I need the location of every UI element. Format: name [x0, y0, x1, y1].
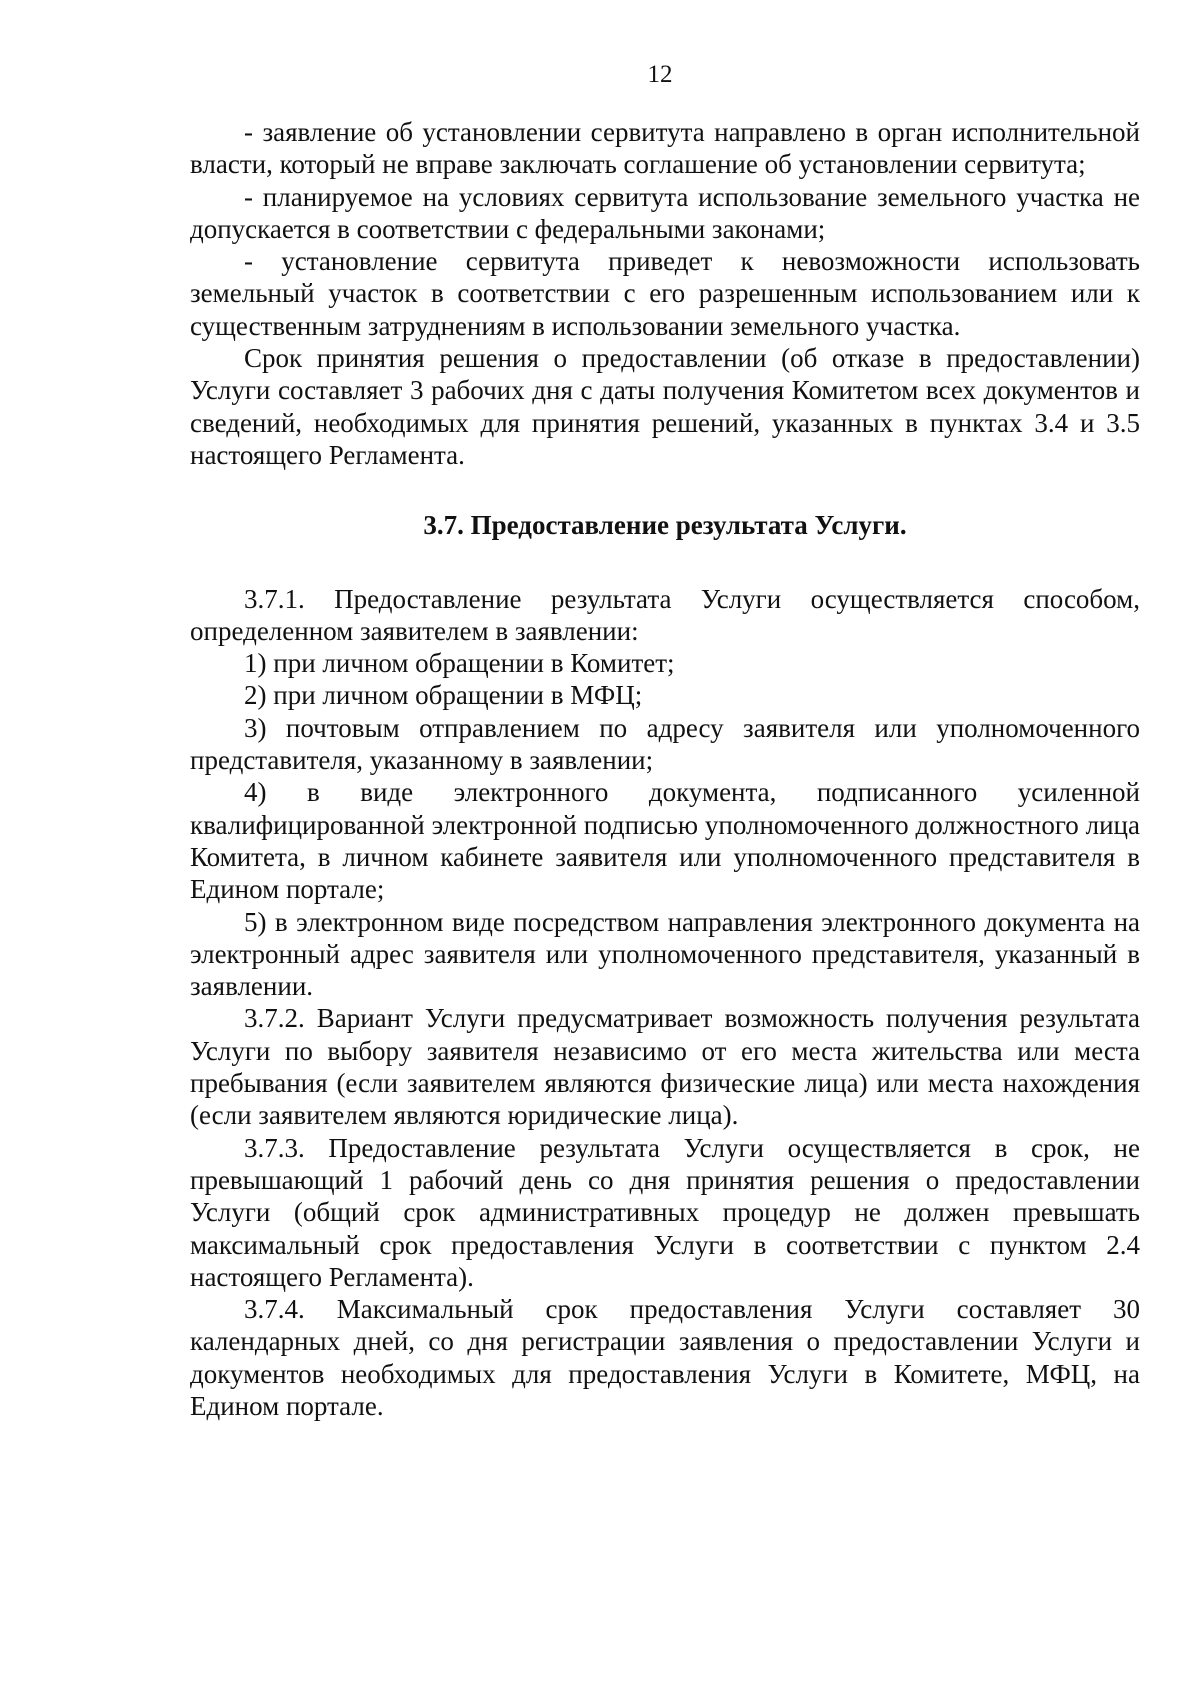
list-item-2: 2) при личном обращении в МФЦ;: [244, 680, 643, 711]
document-body: [190, 116, 1140, 1422]
paragraph-3-7-3: 3.7.3. Предоставление результата Услуги осуществляется в срок, не превышающий 1 рабочий день со дня принятия решения о предоставлении Услуги (общий срок административных процедур не должен превышать максимальный срок предоставления Услуги в соответствии с пунктом 2.4 настоящего Регламента).: [190, 1132, 1140, 1292]
paragraph-refusal-ground-1: - заявление об установлении сервитута направлено в орган исполнительной власти, который не вправе заключать соглашение об установлении сервитута;: [190, 117, 1140, 180]
section-heading: 3.7. Предоставление результата Услуги.: [423, 510, 907, 541]
list-item-5: 5) в электронном виде посредством направления электронного документа на электронный адрес заявителя или уполномоченного представителя, указанный в заявлении.: [190, 906, 1140, 1002]
paragraph-refusal-ground-2: - планируемое на условиях сервитута использование земельного участка не допускается в соответствии с федеральными законами;: [190, 181, 1140, 244]
list-item-4: 4) в виде электронного документа, подписанного усиленной квалифицированной электронной подписью уполномоченного должностного лица Комитета, в личном кабинете заявителя или уполномоченного представителя в Едином портале;: [190, 777, 1140, 905]
list-item-1: 1) при личном обращении в Комитет;: [244, 648, 675, 679]
page-number: 12: [647, 61, 673, 88]
paragraph-3-7-1: 3.7.1. Предоставление результата Услуги осуществляется способом, определенном заявителем в заявлении:: [190, 583, 1140, 646]
paragraph-decision-term: Срок принятия решения о предоставлении (об отказе в предоставлении) Услуги составляет 3 рабочих дня с даты получения Комитетом всех документов и сведений, необходимых для принятия решений, указанных в пунктах 3.4 и 3.5 настоящего Регламента.: [190, 343, 1140, 470]
list-item-3: 3) почтовым отправлением по адресу заявителя или уполномоченного представителя, указанному в заявлении;: [190, 712, 1140, 776]
paragraph-3-7-4: 3.7.4. Максимальный срок предоставления Услуги составляет 30 календарных дней, со дня регистрации заявления о предоставлении Услуги и документов необходимых для предоставления Услуги в Комитете, МФЦ, на Едином портале.: [190, 1294, 1140, 1421]
paragraph-3-7-2: 3.7.2. Вариант Услуги предусматривает возможность получения результата Услуги по выбору заявителя независимо от его места жительства или места пребывания (если заявителем являются физические лица) или места нахождения (если заявителем являются юридические лица).: [190, 1003, 1140, 1131]
paragraph-refusal-ground-3: - установление сервитута приведет к невозможности использовать земельный участок в соответствии с его разрешенным использованием или к существенным затруднениям в использовании земельного участка.: [190, 246, 1140, 341]
